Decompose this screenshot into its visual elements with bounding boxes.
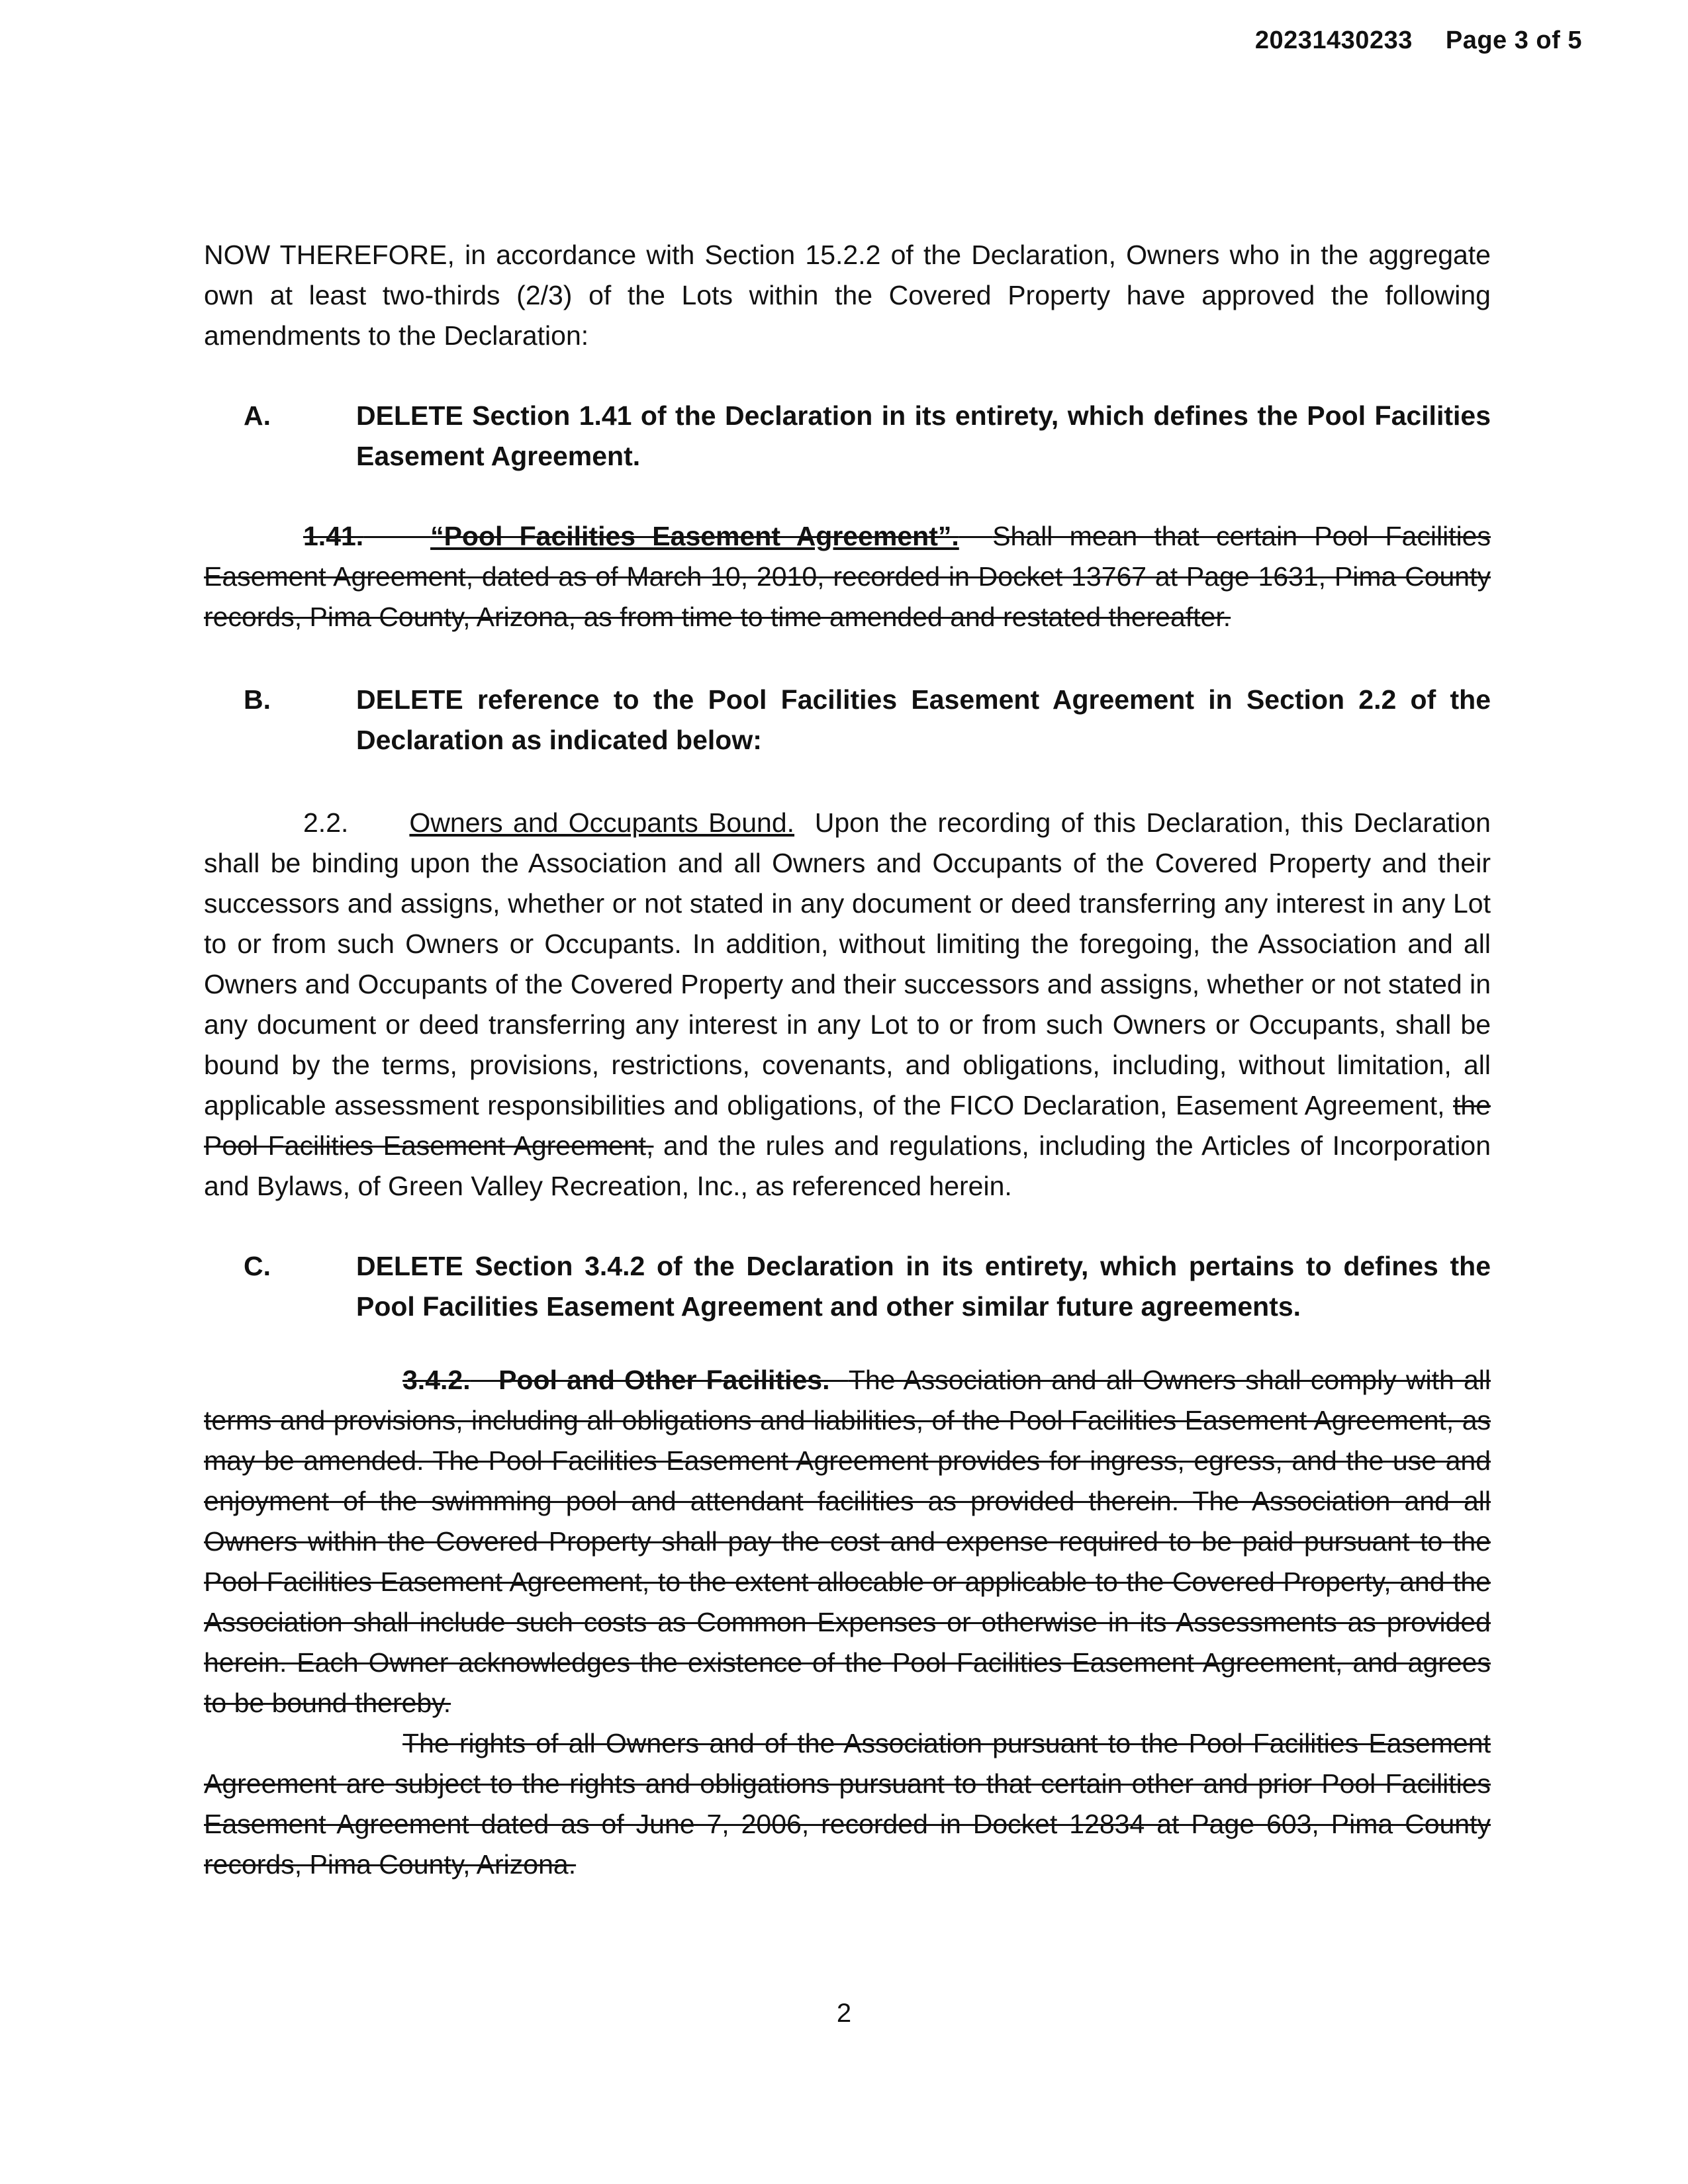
amendment-c xyxy=(204,1246,1491,1327)
amendment-b xyxy=(204,680,1491,760)
section-2-2 xyxy=(204,803,1491,1206)
document-body xyxy=(204,235,1491,1885)
amendment-b-letter: B. xyxy=(244,684,271,715)
section-1-41-body: Shall mean that certain Pool Facilities Easement Agreement, dated as of March 10, 2010, recorded in Docket 13767 at Page 1631, Pima County records, Pima County, Arizona, as from time to time amended and restated thereafter. xyxy=(204,521,1491,632)
page-label: Page 3 of 5 xyxy=(1445,26,1582,54)
amendment-c-text: DELETE Section 3.4.2 of the Declaration in its entirety, which pertains to defines the Pool Facilities Easement Agreement and other similar future agreements. xyxy=(356,1251,1491,1322)
section-2-2-title: Owners and Occupants Bound. xyxy=(409,807,795,838)
section-3-4-2-title: Pool and Other Facilities. xyxy=(498,1365,830,1395)
section-3-4-2-number: 3.4.2. xyxy=(402,1365,471,1395)
amendment-a-text: DELETE Section 1.41 of the Declaration in its entirety, which defines the Pool Facilities Easement Agreement. xyxy=(356,400,1491,471)
section-2-2-body-after: and the rules and regulations, including the Articles of Incorporation and Bylaws, of Green Valley Recreation, Inc., as referenced herein. xyxy=(204,1130,1491,1201)
section-3-4-2-body: The Association and all Owners shall comply with all terms and provisions, including all obligations and liabilities, of the Pool Facilities Easement Agreement, as may be amended. The Pool Facilities Easement Agreement provides for ingress, egress, and the use and enjoyment of the swimming pool and attendant facilities as provided therein. The Association and all Owners within the Covered Property shall pay the cost and expense required to be paid pursuant to the Pool Facilities Easement Agreement, to the extent allocable or applicable to the Covered Property, and the Association shall include such costs as Common Expenses or otherwise in its Assessments as provided herein. Each Owner acknowledges the existence of the Pool Facilities Easement Agreement, and agrees to be bound thereby. xyxy=(204,1365,1491,1718)
section-2-2-body-before: Upon the recording of this Declaration, this Declaration shall be binding upon the Association and all Owners and Occupants of the Covered Property and their successors and assigns, whether or not stated in any document or deed transferring any interest in any Lot to or from such Owners or Occupants. In addition, without limiting the foregoing, the Association and all Owners and Occupants of the Covered Property and their successors and assigns, whether or not stated in any document or deed transferring any interest in any Lot to or from such Owners or Occupants, shall be bound by the terms, provisions, restrictions, covenants, and obligations, including, without limitation, all applicable assessment responsibilities and obligations, of the FICO Declaration, Easement Agreement, xyxy=(204,807,1491,1120)
struck-section-3-4-2 xyxy=(204,1360,1491,1723)
amendment-b-text: DELETE reference to the Pool Facilities Easement Agreement in Section 2.2 of the Declaration as indicated below: xyxy=(356,684,1491,755)
struck-section-3-4-2-paragraph-2: The rights of all Owners and of the Association pursuant to the Pool Facilities Easement Agreement are subject to the rights and obligations pursuant to that certain other and prior Pool Facilities Easement Agreement dated as of June 7, 2006, recorded in Docket 12834 at Page 603, Pima County records, Pima County, Arizona. xyxy=(204,1728,1491,1880)
struck-section-1-41 xyxy=(204,516,1491,637)
section-2-2-struck-text: the Pool Facilities Easement Agreement, xyxy=(204,1090,1491,1161)
section-1-41-number: 1.41. xyxy=(303,521,364,551)
section-2-2-number: 2.2. xyxy=(303,807,349,838)
document-header xyxy=(1255,26,1582,55)
amendment-a xyxy=(204,396,1491,477)
amendment-a-letter: A. xyxy=(244,400,271,431)
section-1-41-title: “Pool Facilities Easement Agreement”. xyxy=(430,521,959,551)
intro-paragraph: NOW THEREFORE, in accordance with Section 15.2.2 of the Declaration, Owners who in the aggregate own at least two-thirds (2/3) of the Lots within the Covered Property have approved the following amendments to the Declaration: xyxy=(204,240,1491,351)
amendment-c-letter: C. xyxy=(244,1251,271,1281)
page-number: 2 xyxy=(836,1999,852,2028)
document-number: 20231430233 xyxy=(1254,26,1413,54)
